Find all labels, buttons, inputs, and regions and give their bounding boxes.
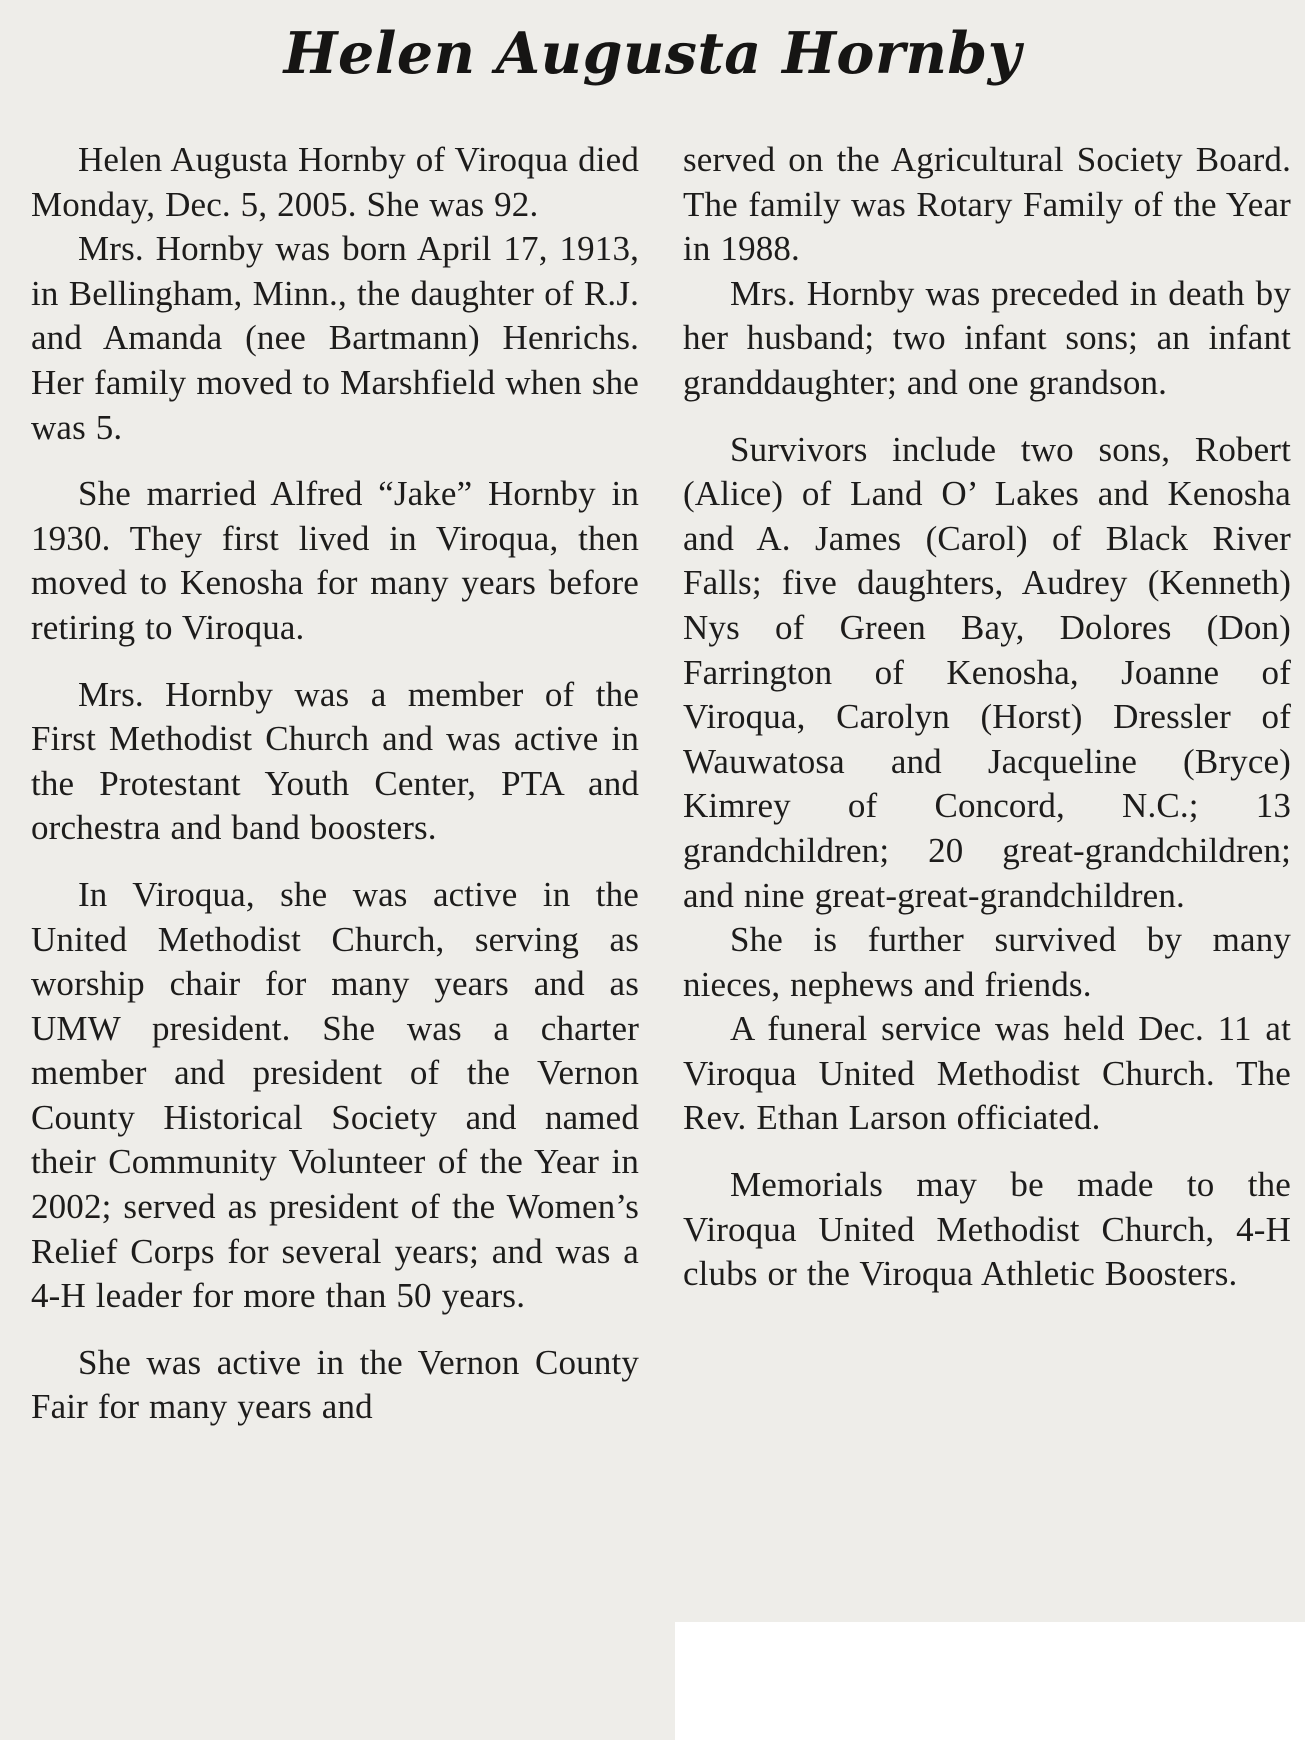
paragraph-agricultural-society: served on the Agricultural Society Board. The family was Rotary Family of the Year in 1988. xyxy=(683,140,1291,269)
paragraph-further-survived: She is further survived by many nieces, nephews and friends. xyxy=(683,920,1291,1004)
blank-corner-area xyxy=(675,1622,1305,1740)
paragraph-death-notice: Helen Augusta Hornby of Viroqua died Monday, Dec. 5, 2005. She was 92. xyxy=(31,140,639,224)
paragraph-preceded-in-death: Mrs. Hornby was preceded in death by her husband; two infant sons; an infant granddaughter; and one grandson. xyxy=(683,273,1291,402)
paragraph-survivors: Survivors include two sons, Robert (Alice) of Land O’ Lakes and Kenosha and A. James (Carol) of Black River Falls; five daughters, Audrey (Kenneth) Nys of Green Bay, Dolores (Don) Farrington of Kenosha, Joanne of Viroqua, Carolyn (Horst) Dressler of Wauwatosa and Jacqueline (Bryce) Kimrey of Concord, N.C.; 13 grandchildren; 20 great-grandchildren; and nine great-great-grandchildren. xyxy=(683,429,1291,915)
paragraph-memorials: Memorials may be made to the Viroqua United Methodist Church, 4-H clubs or the Viroqua Athletic Boosters. xyxy=(683,1165,1291,1294)
paragraph-marriage: She married Alfred “Jake” Hornby in 1930. They first lived in Viroqua, then moved to Kenosha for many years before retiring to Viroqua. xyxy=(31,474,639,647)
paragraph-church-membership: Mrs. Hornby was a member of the First Methodist Church and was active in the Protestant Youth Center, PTA and orchestra and band boosters. xyxy=(31,674,639,848)
left-column xyxy=(31,138,639,1430)
paragraph-birth: Mrs. Hornby was born April 17, 1913, in Bellingham, Minn., the daughter of R.J. and Amanda (nee Bartmann) Henrichs. Her family moved to Marshfield when she was 5. xyxy=(31,229,639,447)
paragraph-county-fair: She was active in the Vernon County Fair for many years and xyxy=(31,1342,639,1427)
right-column xyxy=(683,138,1291,1297)
obituary-title: Helen Augusta Hornby xyxy=(283,20,1022,87)
paragraph-funeral-service: A funeral service was held Dec. 11 at Viroqua United Methodist Church. The Rev. Ethan Larson officiated. xyxy=(683,1009,1291,1138)
paragraph-community-service: In Viroqua, she was active in the United Methodist Church, serving as worship chair for many years and as UMW president. She was a charter member and president of the Vernon County Historical Society and named their Community Volunteer of the Year in 2002; served as president of the Women’s Relief Corps for several years; and was a 4-H leader for more than 50 years. xyxy=(31,874,639,1316)
